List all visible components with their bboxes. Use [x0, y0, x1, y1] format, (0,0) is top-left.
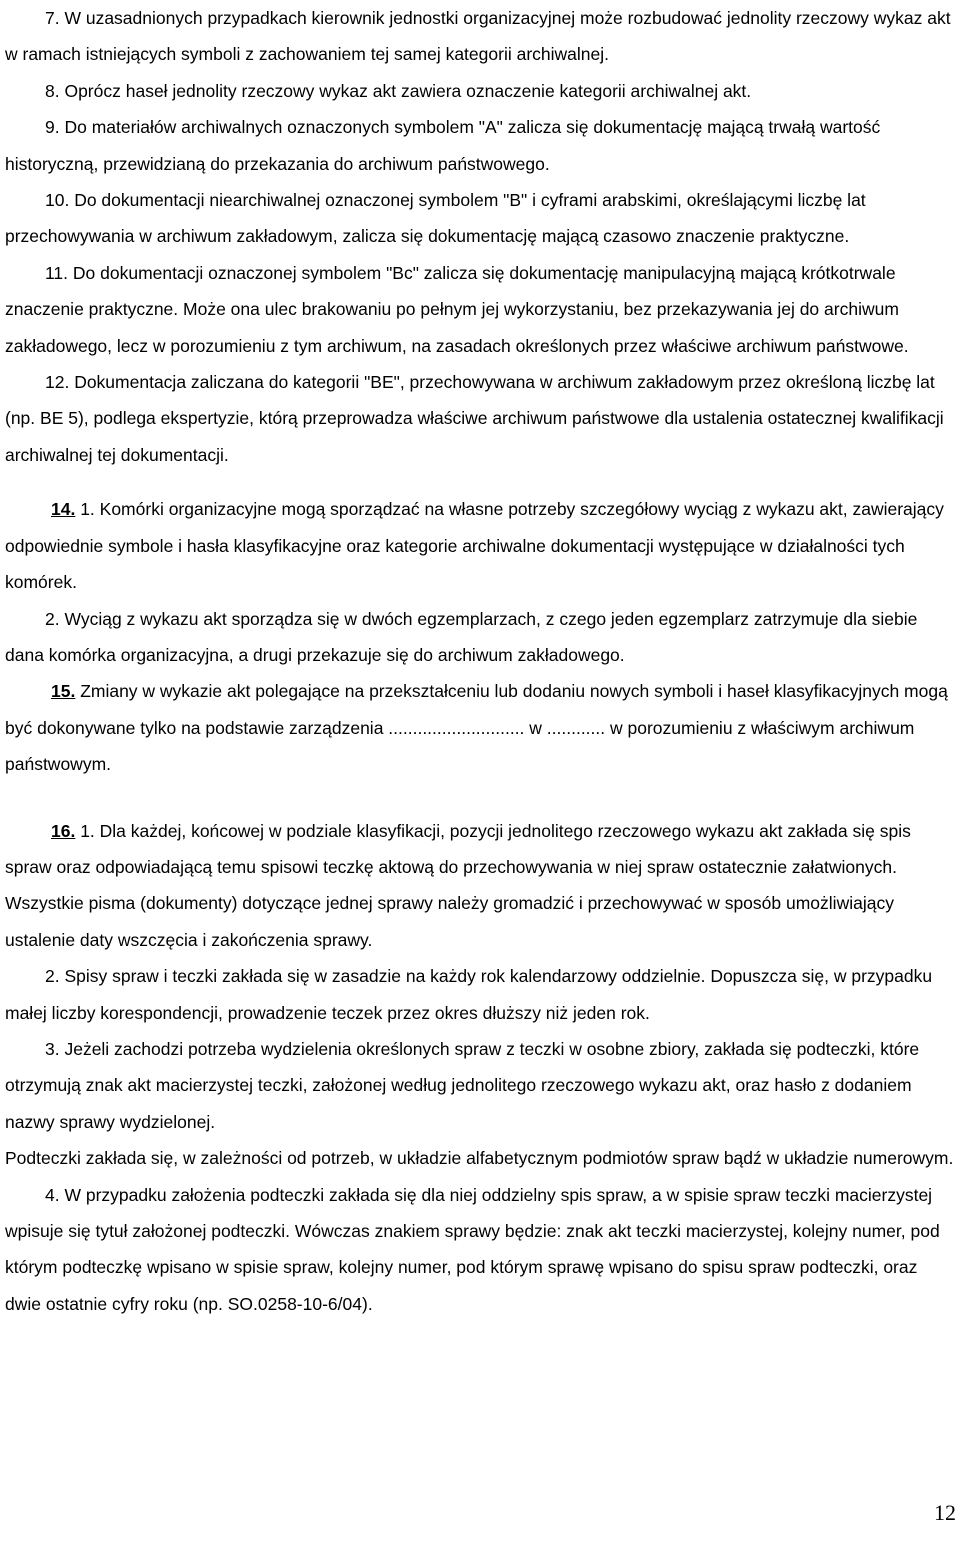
page-number: 12 — [934, 1500, 956, 1525]
section-16-text-1: 1. Dla każdej, końcowej w podziale klasyfikacji, pozycji jednolitego rzeczowego wykazu akt zakłada się spis spraw oraz odpowiadającą temu spisowi teczkę aktową do przechowywania w niej spraw ostatecznie załatwionych. Wszystkie pisma (dokumenty) dotyczące jednej sprawy należy gromadzić i przechowywać w sposób umożliwiający ustalenie daty wszczęcia i zakończenia sprawy. — [5, 820, 911, 950]
section-15-number: 15. — [51, 681, 76, 702]
section-16-paragraph-4: 4. W przypadku założenia podteczki zakłada się dla niej oddzielny spis spraw, a w spisie spraw teczki macierzystej wpisuje się tytuł założonej podteczki. Wówczas znakiem sprawy będzie: znak akt teczki macierzystej, kolejny numer, pod którym podteczkę wpisano w spisie spraw, kolejny numer, pod którym sprawę wpisano do spisu spraw podteczki, oraz dwie ostatnie cyfry roku (np. SO.0258-10-6/04). — [5, 1184, 940, 1314]
spacer — [5, 783, 957, 813]
section-14-paragraph-2: 2. Wyciąg z wykazu akt sporządza się w dwóch egzemplarzach, z czego jeden egzemplarz zatrzymuje dla siebie dana komórka organizacyjna, a drugi przekazuje się do archiwum zakładowego. — [5, 608, 918, 665]
section-16-paragraph-3: 3. Jeżeli zachodzi potrzeba wydzielenia określonych spraw z teczki w osobne zbiory, zakłada się podteczki, które otrzymują znak akt macierzystej teczki, założonej według jednolitego rzeczowego wykazu akt, oraz hasło z dodaniem nazwy sprawy wydzielonej. — [5, 1038, 920, 1132]
section-16-paragraph-1 — [5, 813, 957, 959]
paragraph-9: 9. Do materiałów archiwalnych oznaczonych symbolem "A" zalicza się dokumentację mającą trwałą wartość historyczną, przewidzianą do przekazania do archiwum państwowego. — [5, 117, 881, 174]
paragraph-10: 10. Do dokumentacji niearchiwalnej oznaczonej symbolem "B" i cyframi arabskimi, określającymi liczbę lat przechowywania w archiwum zakładowym, zalicza się dokumentację mającą czasowo znaczenie praktyczne. — [5, 190, 866, 247]
section-16-paragraph-2: 2. Spisy spraw i teczki zakłada się w zasadzie na każdy rok kalendarzowy oddzielnie. Dopuszcza się, w przypadku małej liczby korespondencji, prowadzenie teczek przez okres dłuższy niż jeden rok. — [5, 966, 933, 1023]
paragraph-8: 8. Oprócz haseł jednolity rzeczowy wykaz akt zawiera oznaczenie kategorii archiwalnej akt. — [45, 80, 752, 101]
section-15-text-1: Zmiany w wykazie akt polegające na przekształceniu lub dodaniu nowych symboli i haseł klasyfikacyjnych mogą być dokonywane tylko na podstawie zarządzenia ............................ w ............ w porozumieniu z właściwym archiwum państwowym. — [5, 681, 948, 775]
section-15-paragraph-1 — [5, 673, 957, 782]
section-16-number: 16. — [51, 820, 76, 841]
document-page — [5, 0, 957, 1322]
paragraph-7: 7. W uzasadnionych przypadkach kierownik jednostki organizacyjnej może rozbudować jednolity rzeczowy wykaz akt w ramach istniejących symboli z zachowaniem tej samej kategorii archiwalnej. — [5, 8, 951, 65]
section-16-paragraph-3b: Podteczki zakłada się, w zależności od potrzeb, w układzie alfabetycznym podmiotów spraw bądź w układzie numerowym. — [5, 1148, 954, 1169]
paragraph-12: 12. Dokumentacja zaliczana do kategorii "BE", przechowywana w archiwum zakładowym przez określoną liczbę lat (np. BE 5), podlega ekspertyzie, którą przeprowadza właściwe archiwum państwowe dla ustalenia ostatecznej kwalifikacji archiwalnej tej dokumentacji. — [5, 372, 944, 465]
paragraph-11: 11. Do dokumentacji oznaczonej symbolem "Bc" zalicza się dokumentację manipulacyjną mającą krótkotrwale znaczenie praktyczne. Może ona ulec brakowaniu po pełnym jej wykorzystaniu, bez przekazywania jej do archiwum zakładowego, lecz w porozumieniu z tym archiwum, na zasadach określonych przez właściwe archiwum państwowe. — [5, 262, 909, 356]
spacer — [5, 473, 957, 491]
section-14-number: 14. — [51, 499, 76, 520]
section-14-text-1: 1. Komórki organizacyjne mogą sporządzać na własne potrzeby szczegółowy wyciąg z wykazu akt, zawierający odpowiednie symbole i hasła klasyfikacyjne oraz kategorie archiwalne dokumentacji występujące w działalności tych komórek. — [5, 499, 944, 593]
section-14-paragraph-1 — [5, 491, 957, 600]
